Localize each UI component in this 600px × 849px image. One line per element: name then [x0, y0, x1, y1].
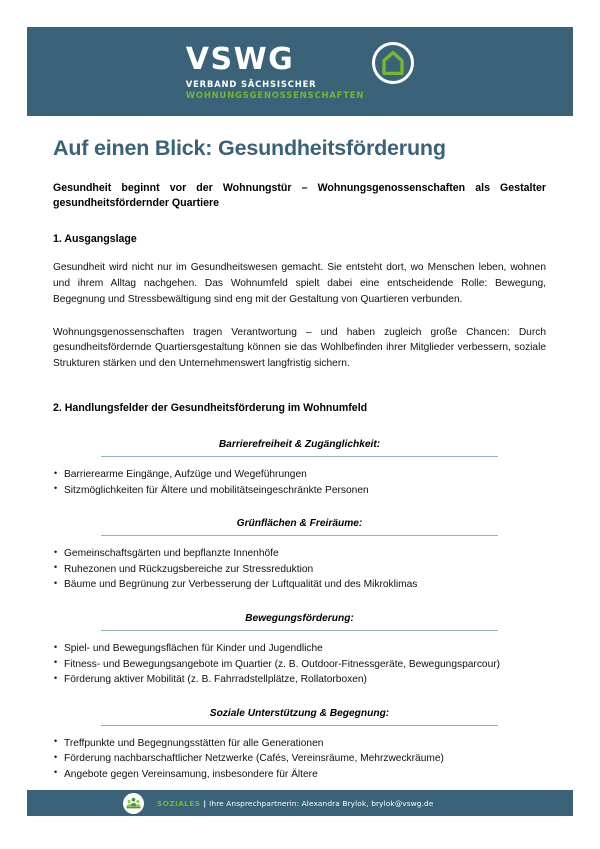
field-divider — [101, 630, 498, 631]
document-subtitle: Gesundheit beginnt vor der Wohnungstür – Wohnungsgenossenschaften als Gestalter gesundheitsfördernder Quartiere — [53, 181, 546, 210]
field-title: Grünflächen & Freiräume: — [236, 518, 363, 530]
logo-text-block — [186, 43, 364, 100]
social-group-icon — [123, 793, 144, 814]
field-title: Soziale Unterstützung & Begegnung: — [209, 707, 390, 719]
field-divider — [101, 456, 498, 457]
field-group — [53, 517, 546, 593]
field-bullet-list — [53, 467, 546, 498]
field-divider — [101, 535, 498, 536]
footer-band — [27, 790, 573, 816]
vswg-logo — [186, 43, 414, 100]
list-item: • Sitzmöglichkeiten für Ältere und mobilitätseingeschränkte Personen — [53, 483, 546, 499]
footer-contact-line — [157, 799, 434, 808]
logo-subline-2: WOHNUNGSGENOSSENSCHAFTEN — [185, 89, 365, 100]
list-item: • Ruhezonen und Rückzugsbereiche zur Stressreduktion — [53, 562, 546, 578]
page-title: Auf einen Blick: Gesundheitsförderung — [53, 136, 446, 160]
field-group — [53, 707, 546, 783]
field-group — [53, 612, 546, 688]
section-1-paragraph-1: Gesundheit wird nicht nur im Gesundheitswesen gemacht. Sie entsteht dort, wo Menschen leben, wohnen und ihrem Alltag nachgehen. Das Wohnumfeld spielt dabei eine entscheidende Rolle: Bewegung, Begegnung und Stressbewältigung sind eng mit der Gestaltung von Quartieren verbunden. — [53, 262, 546, 305]
list-item: • Treffpunkte und Begegnungsstätten für alle Generationen — [53, 736, 546, 752]
list-item: • Bäume und Begrünung zur Verbesserung der Luftqualität und des Mikroklimas — [53, 577, 546, 593]
house-icon — [372, 42, 414, 84]
section-1-paragraph-2: Wohnungsgenossenschaften tragen Verantwortung – und haben zugleich große Chancen: Durch gesundheitsfördernde Quartiersgestaltung können sie das Wohlbefinden ihrer Mitglieder verbessern, soziale Strukturen stärken und den Unternehmenswert langfristig sichern. — [53, 326, 546, 370]
list-item: • Spiel- und Bewegungsflächen für Kinder und Jugendliche — [53, 641, 546, 657]
field-group — [53, 438, 546, 498]
field-bullet-list — [53, 546, 546, 593]
field-bullet-list — [53, 736, 546, 783]
handlungsfelder-list — [53, 438, 546, 783]
section-1-heading: 1. Ausgangslage — [53, 233, 137, 246]
footer-separator: | — [203, 798, 207, 808]
footer-category: SOZIALES — [157, 798, 201, 808]
list-item: • Fitness- und Bewegungsangebote im Quartier (z. B. Outdoor-Fitnessgeräte, Bewegungsparcour) — [53, 657, 546, 673]
header-band — [27, 27, 573, 116]
logo-wordmark: VSWG — [185, 42, 295, 77]
list-item: • Barrierearme Eingänge, Aufzüge und Wegeführungen — [53, 467, 546, 483]
field-title: Barrierefreiheit & Zugänglichkeit: — [218, 438, 381, 450]
list-item: • Gemeinschaftsgärten und bepflanzte Innenhöfe — [53, 546, 546, 562]
field-title: Bewegungsförderung: — [245, 612, 354, 624]
footer-contact: Ihre Ansprechpartnerin: Alexandra Brylok, brylok@vswg.de — [209, 798, 434, 808]
list-item: • Förderung aktiver Mobilität (z. B. Fahrradstellplätze, Rollatorboxen) — [53, 672, 546, 688]
section-2-heading: 2. Handlungsfelder der Gesundheitsförderung im Wohnumfeld — [53, 402, 368, 415]
list-item: • Förderung nachbarschaftlicher Netzwerke (Cafés, Vereinsräume, Mehrzweckräume) — [53, 751, 546, 767]
document-content — [53, 136, 546, 801]
logo-subline-1: VERBAND SÄCHSISCHER — [185, 79, 317, 89]
field-divider — [101, 725, 498, 726]
list-item: • Angebote gegen Vereinsamung, insbesondere für Ältere — [53, 767, 546, 783]
field-bullet-list — [53, 641, 546, 688]
